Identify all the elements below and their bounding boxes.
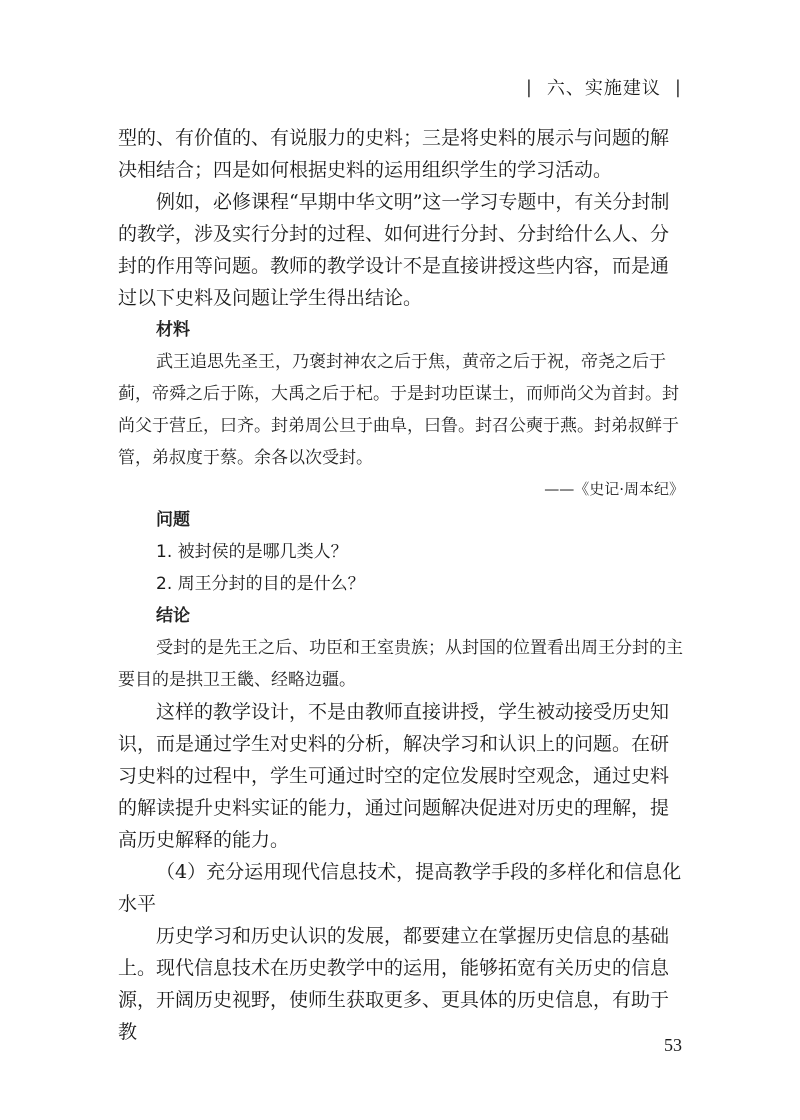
questions-label: 问题 <box>156 510 190 530</box>
material-quote: 武王追思先圣王，乃褒封神农之后于焦，黄帝之后于祝，帝尧之后于蓟，帝舜之后于陈，大禹之后于杞。于是封功臣谋士，而师尚父为首封。封尚父于营丘，曰齐。封弟周公旦于曲阜，曰鲁。封召公奭于燕。封弟叔鲜于管，弟叔度于蔡。余各以次受封。 <box>118 352 679 468</box>
header-bar-left: | <box>525 76 533 98</box>
material-source: ——《史记·周本纪》 <box>544 480 684 498</box>
section-title: 六、实施建议 <box>546 78 661 99</box>
conclusion-label: 结论 <box>156 606 190 626</box>
running-header <box>526 74 682 100</box>
question-item: 2. 周王分封的目的是什么？ <box>156 574 365 594</box>
header-bar-right: | <box>674 76 682 98</box>
paragraph-example: 例如，必修课程“早期中华文明”这一学习专题中，有关分封制的教学，涉及实行分封的过程、如何进行分封、分封给什么人、分封的作用等问题。教师的教学设计不是直接讲授这些内容，而是通过以下史料及问题让学生得出结论。 <box>118 191 670 309</box>
paragraph-continued: 型的、有价值的、有说服力的史料；三是将史料的展示与问题的解决相结合；四是如何根据史料的运用组织学生的学习活动。 <box>118 127 670 181</box>
subsection-heading: （4）充分运用现代信息技术，提高教学手段的多样化和信息化水平 <box>118 861 682 915</box>
paragraph-info-tech: 历史学习和历史认识的发展，都要建立在掌握历史信息的基础上。现代信息技术在历史教学中的运用，能够拓宽有关历史的信息源，开阔历史视野，使师生获取更多、更具体的历史信息，有助于教 <box>118 925 670 1043</box>
material-label: 材料 <box>156 320 190 340</box>
page-body <box>118 122 684 1048</box>
question-item: 1. 被封侯的是哪几类人？ <box>156 542 348 562</box>
page-number: 53 <box>664 1035 682 1055</box>
paragraph-analysis: 这样的教学设计，不是由教师直接讲授，学生被动接受历史知识，而是通过学生对史料的分析，解决学习和认识上的问题。在研习史料的过程中，学生可通过时空的定位发展时空观念，通过史料的解读提升史料实证的能力，通过问题解决促进对历史的理解，提高历史解释的能力。 <box>118 701 670 851</box>
conclusion-text: 受封的是先王之后、功臣和王室贵族；从封国的位置看出周王分封的主要目的是拱卫王畿、经略边疆。 <box>118 638 683 690</box>
